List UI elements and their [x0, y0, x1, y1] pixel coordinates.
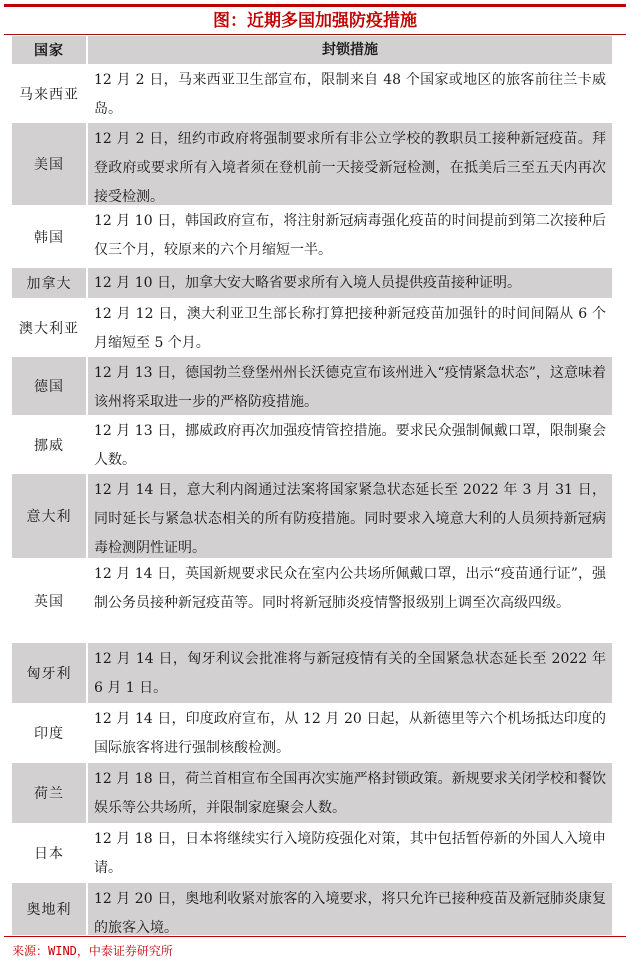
table-row	[12, 415, 612, 474]
table-row	[12, 357, 612, 415]
table-row	[12, 703, 612, 763]
measure-cell: 12 月 13 日，德国勃兰登堡州州长沃德克宣布该州进入“疫情紧急状态”，这意味着该州将采取进一步的严格防疫措施。	[88, 357, 612, 415]
title-rule	[4, 34, 626, 35]
table-body	[12, 64, 612, 935]
bottom-rule	[4, 936, 626, 937]
measure-cell: 12 月 14 日，印度政府宣布，从 12 月 20 日起，从新德里等六个机场抵达印度的国际旅客将进行强制核酸检测。	[94, 711, 606, 756]
table-row	[12, 643, 612, 703]
country-cell: 日本	[34, 846, 64, 862]
measure-cell: 12 月 12 日，澳大利亚卫生部长称打算把接种新冠疫苗加强针的时间间隔从 6 个月缩短至 5 个月。	[94, 306, 606, 351]
header-measures: 封锁措施	[88, 36, 612, 64]
country-cell: 印度	[34, 726, 64, 742]
table-row	[12, 823, 612, 883]
country-cell: 美国	[12, 123, 86, 205]
measure-cell: 12 月 20 日，奥地利收紧对旅客的入境要求，将只允许已接种疫苗及新冠肺炎康复的旅客入境。	[88, 883, 612, 935]
measures-table	[12, 36, 612, 935]
table-row	[12, 558, 612, 643]
measure-cell: 12 月 14 日，匈牙利议会批准将与新冠疫情有关的全国紧急状态延长至 2022 年 6 月 1 日。	[88, 643, 612, 703]
country-cell: 韩国	[34, 229, 64, 246]
table-row	[12, 474, 612, 558]
country-cell: 加拿大	[12, 268, 86, 298]
measure-cell: 12 月 2 日，纽约市政府将强制要求所有非公立学校的教职员工接种新冠疫苗。拜登政府或要求所有入境者须在登机前一天接受新冠检测，在抵美后三至五天内再次接受检测。	[88, 123, 612, 205]
measure-cell: 12 月 14 日，意大利内阁通过法案将国家紧急状态延长至 2022 年 3 月 31 日，同时延长与紧急状态相关的所有防疫措施。同时要求入境意大利的人员须持新冠病毒检测阴性证明。	[88, 474, 612, 558]
measure-cell: 12 月 2 日，马来西亚卫生部宣布，限制来自 48 个国家或地区的旅客前往兰卡威岛。	[94, 72, 606, 117]
measure-cell: 12 月 18 日，荷兰首相宣布全国再次实施严格封锁政策。新规要求关闭学校和餐饮娱乐等公共场所，并限制家庭聚会人数。	[88, 763, 612, 823]
table-row	[12, 298, 612, 357]
measure-cell: 12 月 18 日，日本将继续实行入境防疫强化对策，其中包括暂停新的外国人入境申请。	[94, 831, 606, 876]
country-cell: 意大利	[12, 474, 86, 558]
table-header-row	[12, 36, 612, 64]
table-row	[12, 205, 612, 268]
table-row	[12, 64, 612, 123]
country-cell: 马来西亚	[19, 86, 79, 103]
top-rule	[4, 4, 626, 7]
measure-cell: 12 月 10 日，韩国政府宣布，将注射新冠病毒强化疫苗的时间提前到第二次接种后仅三个月，较原来的六个月缩短一半。	[94, 213, 606, 258]
table-row	[12, 268, 612, 298]
source-note: 来源：WIND，中泰证券研究所	[12, 944, 173, 958]
country-cell: 澳大利亚	[19, 320, 79, 337]
measure-cell: 12 月 10 日，加拿大安大略省要求所有入境人员提供疫苗接种证明。	[88, 268, 612, 298]
table-row	[12, 883, 612, 935]
country-cell: 奥地利	[12, 883, 86, 935]
header-country: 国家	[12, 36, 86, 64]
table-row	[12, 123, 612, 205]
country-cell: 荷兰	[12, 763, 86, 823]
country-cell: 匈牙利	[12, 643, 86, 703]
figure-title: 图：近期多国加强防疫措施	[213, 11, 417, 31]
table-row	[12, 763, 612, 823]
country-cell: 挪威	[34, 437, 64, 454]
country-cell: 德国	[12, 357, 86, 415]
measure-cell: 12 月 13 日，挪威政府再次加强疫情管控措施。要求民众强制佩戴口罩，限制聚会人数。	[94, 423, 606, 468]
country-cell: 英国	[34, 593, 64, 610]
measure-cell: 12 月 14 日，英国新规要求民众在室内公共场所佩戴口罩，出示“疫苗通行证”，强制公务员接种新冠疫苗等。同时将新冠肺炎疫情警报级别上调至次高级四级。	[94, 566, 606, 611]
